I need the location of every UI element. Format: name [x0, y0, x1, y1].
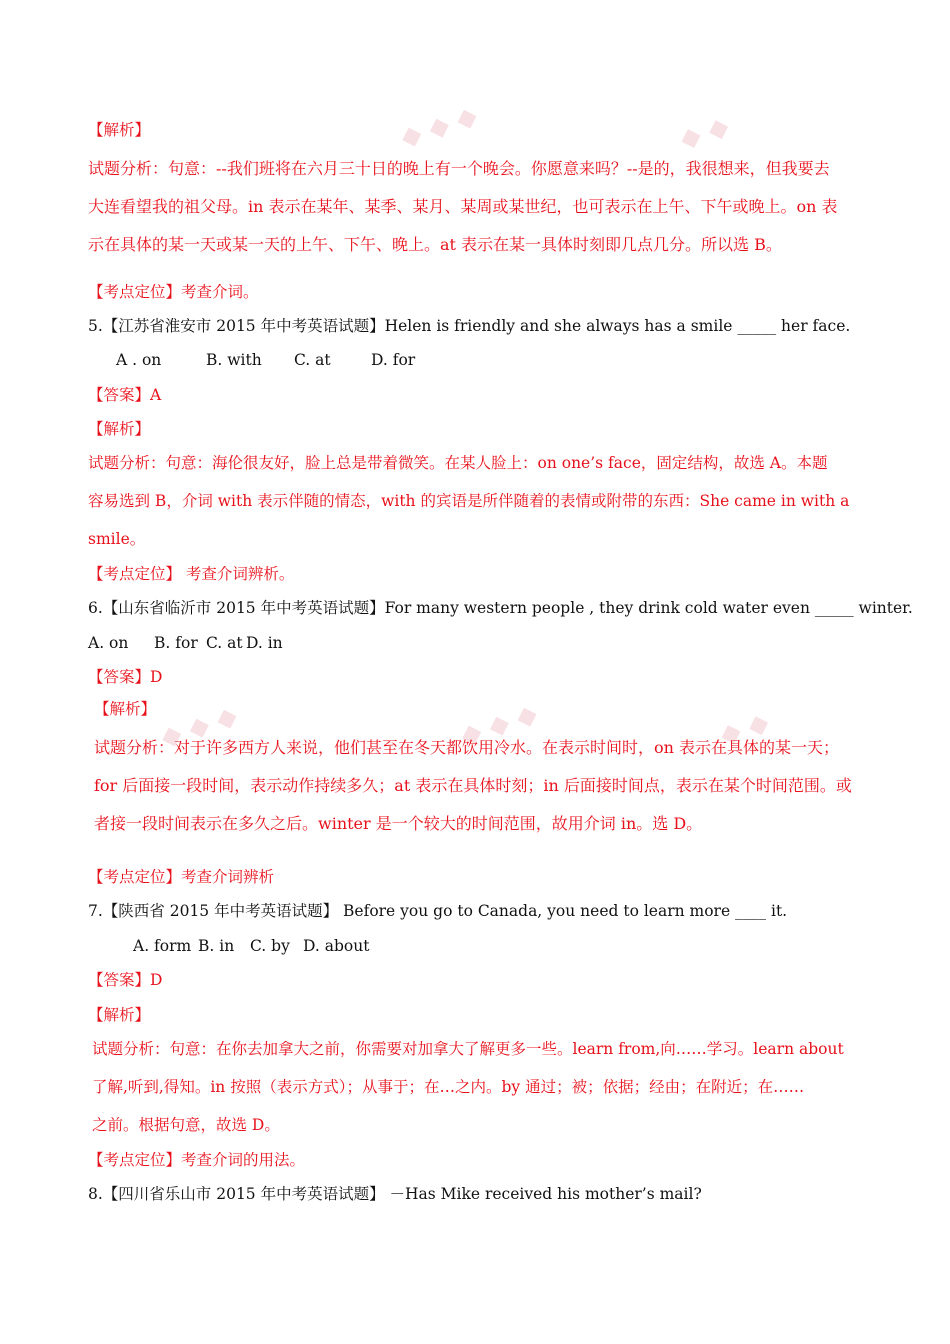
q4-analysis-heading: 【解析】 — [88, 121, 151, 139]
q7-kaodian: 【考点定位】考查介词的用法。 — [88, 1151, 306, 1169]
q7-options — [133, 935, 369, 957]
q5-kaodian: 【考点定位】 考查介词辨析。 — [88, 565, 295, 583]
q7-question: 7.【陕西省 2015 年中考英语试题】 Before you go to Canada, you need to learn more ____ it. — [88, 902, 788, 920]
q5-analysis-line-3: smile。 — [88, 530, 146, 548]
watermark-logo: ◆ ◆ ◆ — [397, 100, 481, 154]
q6-option-a: A. on — [88, 634, 129, 652]
q5-option-a: A . on — [116, 351, 162, 369]
q7-analysis-line-2: 了解,听到,得知。in 按照（表示方式）；从事于；在…之内。by 通过；被；依据；经由；在附近；在…… — [92, 1078, 805, 1096]
q6-option-c: C. at — [206, 634, 243, 652]
q7-option-b: B. in — [198, 937, 235, 955]
q5-question: 5.【江苏省淮安市 2015 年中考英语试题】Helen is friendly and she always has a smile _____ her face. — [88, 317, 851, 335]
q7-option-c: C. by — [250, 937, 290, 955]
q6-options — [88, 632, 283, 654]
q5-option-b: B. with — [206, 351, 262, 369]
q6-analysis-line-3: 者接一段时间表示在多久之后。winter 是一个较大的时间范围，故用介词 in。选 D。 — [94, 814, 703, 833]
q7-analysis-heading: 【解析】 — [88, 1006, 151, 1024]
q6-option-b: B. for — [154, 634, 198, 652]
q7-option-a: A. form — [133, 937, 192, 955]
q7-analysis-line-3: 之前。根据句意，故选 D。 — [92, 1116, 280, 1134]
q4-kaodian: 【考点定位】考查介词。 — [88, 283, 259, 301]
watermark-logo: ◆ ◆ — [676, 111, 733, 155]
q6-kaodian: 【考点定位】考查介词辨析 — [88, 868, 275, 886]
q5-option-d: D. for — [371, 351, 416, 369]
q4-analysis-line-3: 示在具体的某一天或某一天的上午、下午、晚上。at 表示在某一具体时刻即几点几分。所以选 B。 — [88, 235, 782, 254]
q5-options — [116, 349, 415, 371]
q7-analysis-line-1: 试题分析：句意：在你去加拿大之前，你需要对加拿大了解更多一些。learn from,向……学习。learn about — [92, 1040, 844, 1058]
watermark-logo: ◆ ◆ ◆ — [457, 698, 541, 752]
q6-answer: 【答案】D — [88, 668, 163, 686]
q6-question: 6.【山东省临沂市 2015 年中考英语试题】For many western people , they drink cold water even _____ winter. — [88, 599, 913, 617]
q7-answer: 【答案】D — [88, 971, 163, 989]
q6-option-d: D. in — [246, 634, 283, 652]
watermark-logo: ◆ ◆ ◆ — [157, 700, 241, 754]
q6-analysis-heading: 【解析】 — [94, 700, 157, 718]
q5-option-c: C. at — [294, 351, 331, 369]
q6-analysis-line-1: 试题分析：对于许多西方人来说，他们甚至在冬天都饮用冷水。在表示时间时，on 表示在具体的某一天； — [94, 738, 840, 757]
q7-option-d: D. about — [303, 937, 370, 955]
q8-question: 8.【四川省乐山市 2015 年中考英语试题】 －Has Mike received his mother’s mail? — [88, 1185, 702, 1203]
q5-analysis-line-1: 试题分析：句意：海伦很友好，脸上总是带着微笑。在某人脸上：on one’s face，固定结构，故选 A。本题 — [88, 454, 828, 472]
watermark-logo: ◆ ◆ — [716, 707, 773, 751]
q5-analysis-line-2: 容易选到 B，介词 with 表示伴随的情态，with 的宾语是所伴随着的表情或附带的东西：She came in with a — [88, 492, 850, 510]
q4-analysis-line-1: 试题分析：句意：--我们班将在六月三十日的晚上有一个晚会。你愿意来吗？--是的，我很想来，但我要去 — [88, 159, 830, 178]
q5-analysis-heading: 【解析】 — [88, 420, 151, 438]
q6-analysis-line-2: for 后面接一段时间，表示动作持续多久；at 表示在具体时刻；in 后面接时间点，表示在某个时间范围。或 — [94, 776, 852, 795]
q4-analysis-line-2: 大连看望我的祖父母。in 表示在某年、某季、某月、某周或某世纪，也可表示在上午、下午或晚上。on 表 — [88, 197, 838, 216]
q5-answer: 【答案】A — [88, 386, 162, 404]
